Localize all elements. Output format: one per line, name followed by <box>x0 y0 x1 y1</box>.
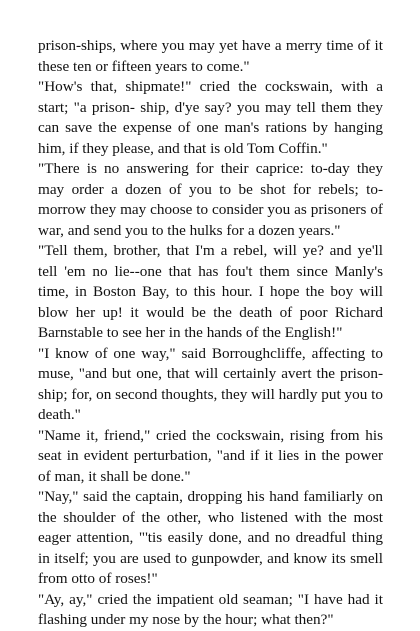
paragraph-6: "Name it, friend," cried the cockswain, rising from his seat in evident perturbation, "and if it lies in the power of man, it shall be done." <box>38 426 383 485</box>
paragraph-2: "How's that, shipmate!" cried the cockswain, with a start; "a prison- ship, d'ye say? you may tell them they can save the expense of one man's rations by hanging him, if they please, and that is old Tom Coffin." <box>38 78 383 157</box>
paragraph-8: "Ay, ay," cried the impatient old seaman; "I have had it flashing under my nose by the hour; what then?" <box>38 590 383 628</box>
document-page <box>38 36 383 631</box>
paragraph-5: "I know of one way," said Borroughcliffe, affecting to muse, "and but one, that will certainly avert the prison-ship; for, on second thoughts, they will hardly put you to death." <box>38 344 383 423</box>
paragraph-1: prison-ships, where you may yet have a merry time of it these ten or fifteen years to come." <box>38 37 383 75</box>
paragraph-7: "Nay," said the captain, dropping his hand familiarly on the shoulder of the other, who listened with the most eager attention, "'tis easily done, and no dreadful thing in itself; you are used to gunpowder, and know its smell from otto of roses!" <box>38 488 383 587</box>
paragraph-3: "There is no answering for their caprice: to-day they may order a dozen of you to be shot for rebels; to-morrow they may choose to consider you as prisoners of war, and send you to the hulks for a dozen years." <box>38 160 383 239</box>
paragraph-4: "Tell them, brother, that I'm a rebel, will ye? and ye'll tell 'em no lie--one that has fou't them since Manly's time, in Boston Bay, to this hour. I hope the boy will blow her up! it would be the death of poor Richard Barnstable to see her in the hands of the English!" <box>38 242 383 341</box>
